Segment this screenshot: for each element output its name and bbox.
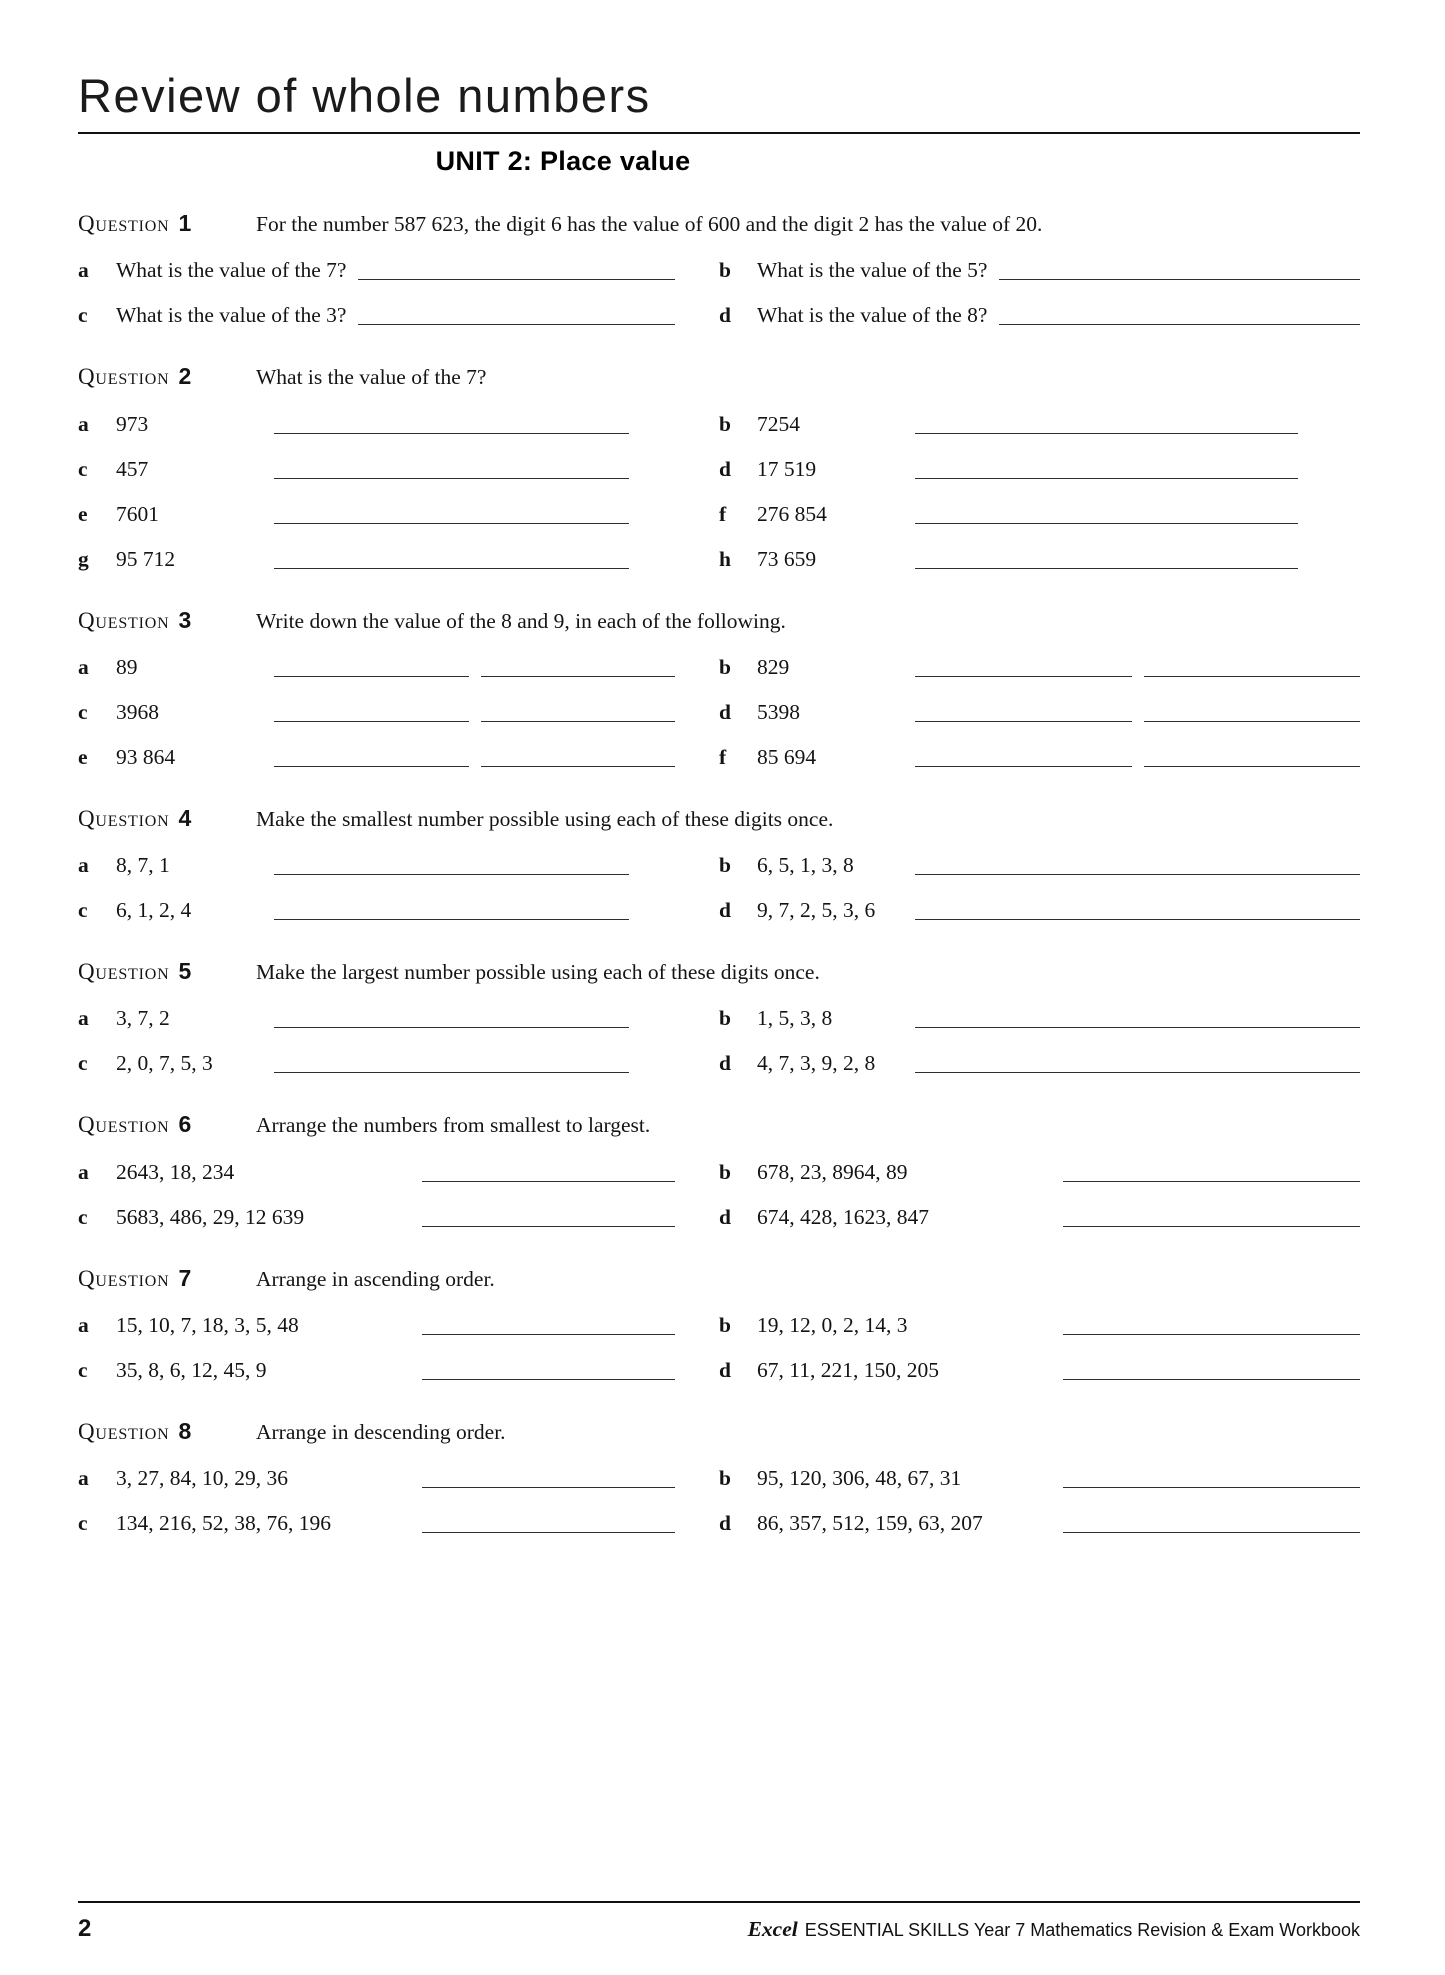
- answer-cell: [719, 1004, 1360, 1033]
- answer-blank: [274, 676, 469, 677]
- answer-blank: [274, 1027, 629, 1028]
- item-value: 5683, 486, 29, 12 639: [116, 1204, 305, 1229]
- question-3: [78, 605, 1360, 772]
- question-items: [78, 851, 1360, 925]
- answer-blank: [1063, 1226, 1360, 1227]
- answer-cell: [719, 256, 1360, 285]
- answer-blank: [1063, 1532, 1360, 1533]
- answer-cell: [78, 1004, 719, 1033]
- question-8: [78, 1416, 1360, 1538]
- item-value: 95 712: [116, 546, 176, 571]
- item-letter: b: [719, 1466, 731, 1491]
- answer-blank: [274, 766, 469, 767]
- question-prompt: Make the largest number possible using each of these digits once.: [256, 960, 820, 985]
- item-row: [78, 1464, 1360, 1493]
- item-value: What is the value of the 8?: [757, 303, 988, 328]
- question-label-wrap: [78, 805, 256, 832]
- item-row: [78, 1203, 1360, 1232]
- item-value: 35, 8, 6, 12, 45, 9: [116, 1358, 267, 1382]
- item-value: 85 694: [757, 744, 817, 769]
- item-value: 276 854: [757, 501, 827, 526]
- item-value: 95, 120, 306, 48, 67, 31: [757, 1466, 962, 1491]
- answer-blank: [274, 1072, 629, 1073]
- item-letter: d: [719, 303, 731, 328]
- question-number: 6: [178, 1111, 192, 1138]
- footer-tagline: ESSENTIAL SKILLS Year 7 Mathematics Revision & Exam Workbook: [804, 1920, 1360, 1940]
- answer-cell: [78, 256, 719, 285]
- question-header: [78, 605, 1360, 637]
- item-row: [78, 896, 1360, 925]
- answer-cell: [78, 455, 719, 484]
- item-value: 2643, 18, 234: [116, 1159, 235, 1184]
- answer-cell: [719, 743, 1360, 772]
- answer-cell: [719, 1049, 1360, 1078]
- item-letter: b: [719, 853, 731, 878]
- answer-blank: [422, 1379, 675, 1380]
- question-header: [78, 361, 1360, 393]
- question-label-wrap: [78, 1111, 256, 1138]
- item-value: 86, 357, 512, 159, 63, 207: [757, 1511, 983, 1536]
- answer-cell: [719, 455, 1360, 484]
- item-value: 973: [116, 411, 149, 436]
- question-header: [78, 803, 1360, 835]
- item-letter: b: [719, 1159, 731, 1184]
- question-label: Question: [78, 607, 170, 633]
- answer-blank: [1063, 1334, 1360, 1335]
- question-label: Question: [78, 1112, 170, 1138]
- answer-blank: [481, 766, 676, 767]
- answer-blank: [999, 279, 1360, 280]
- question-prompt: Arrange in ascending order.: [256, 1266, 495, 1291]
- question-prompt: What is the value of the 7?: [256, 365, 487, 390]
- item-letter: d: [719, 456, 731, 481]
- item-value: What is the value of the 3?: [116, 303, 347, 328]
- item-value: 67, 11, 221, 150, 205: [757, 1358, 939, 1382]
- question-items: [78, 256, 1360, 330]
- item-value: 457: [116, 456, 149, 481]
- answer-cell: [78, 1464, 719, 1493]
- answer-blank: [915, 919, 1360, 920]
- question-2: [78, 361, 1360, 573]
- answer-blank: [422, 1181, 675, 1182]
- footer: [78, 1901, 1360, 1943]
- question-prompt: Arrange the numbers from smallest to largest.: [256, 1113, 651, 1138]
- item-letter: a: [78, 1159, 89, 1184]
- item-value: 1, 5, 3, 8: [757, 1006, 833, 1031]
- answer-blank: [358, 324, 675, 325]
- answer-blank: [915, 568, 1298, 569]
- answer-cell: [719, 1509, 1360, 1538]
- item-letter: b: [719, 1006, 731, 1031]
- question-header: [78, 1263, 1360, 1295]
- answer-blank: [915, 1027, 1360, 1028]
- item-row: [78, 851, 1360, 880]
- question-number: 1: [178, 210, 192, 236]
- item-letter: a: [78, 853, 89, 878]
- question-number: 5: [178, 958, 192, 985]
- answer-cell: [78, 896, 719, 925]
- answer-cell: [78, 410, 719, 439]
- item-row: [78, 653, 1360, 682]
- item-value: What is the value of the 7?: [116, 258, 347, 283]
- item-letter: c: [78, 1358, 88, 1382]
- item-value: 674, 428, 1623, 847: [757, 1204, 929, 1229]
- item-letter: h: [719, 546, 731, 571]
- item-value: 93 864: [116, 744, 176, 769]
- answer-cell: [719, 1356, 1360, 1385]
- footer-brand: Excel: [747, 1917, 798, 1941]
- answer-blank: [274, 523, 629, 524]
- item-letter: f: [719, 744, 727, 769]
- item-value: 3, 7, 2: [116, 1006, 170, 1031]
- question-label: Question: [78, 364, 170, 390]
- answer-blank: [422, 1487, 675, 1488]
- answer-blank: [274, 919, 629, 920]
- item-letter: c: [78, 1204, 88, 1229]
- item-row: [78, 1158, 1360, 1187]
- question-items: [78, 653, 1360, 772]
- item-letter: f: [719, 501, 727, 526]
- answer-blank: [915, 523, 1298, 524]
- item-letter: e: [78, 501, 88, 526]
- answer-cell: [78, 653, 719, 682]
- answer-blank: [915, 433, 1298, 434]
- item-value: 829: [757, 654, 790, 679]
- question-label: Question: [78, 1265, 170, 1291]
- item-letter: g: [78, 546, 89, 571]
- item-value: 8, 7, 1: [116, 853, 170, 878]
- unit-heading: UNIT 2: Place value: [435, 146, 691, 176]
- item-value: 678, 23, 8964, 89: [757, 1159, 908, 1184]
- item-value: 6, 5, 1, 3, 8: [757, 853, 854, 878]
- item-row: [78, 698, 1360, 727]
- item-value: 2, 0, 7, 5, 3: [116, 1051, 213, 1076]
- item-value: 3, 27, 84, 10, 29, 36: [116, 1466, 288, 1491]
- answer-blank: [422, 1532, 675, 1533]
- answer-blank: [915, 676, 1132, 677]
- item-letter: c: [78, 1051, 88, 1076]
- answer-cell: [719, 851, 1360, 880]
- item-letter: b: [719, 411, 731, 436]
- answer-cell: [78, 851, 719, 880]
- question-label-wrap: [78, 363, 256, 390]
- item-letter: a: [78, 258, 89, 283]
- question-6: [78, 1109, 1360, 1231]
- question-header: [78, 208, 1360, 240]
- item-value: 9, 7, 2, 5, 3, 6: [757, 898, 876, 923]
- item-letter: a: [78, 1466, 89, 1491]
- answer-blank: [1144, 766, 1361, 767]
- question-1: [78, 208, 1360, 330]
- answer-blank: [481, 676, 676, 677]
- answer-cell: [78, 301, 719, 330]
- question-items: [78, 1311, 1360, 1385]
- item-row: [78, 301, 1360, 330]
- page-title: Review of whole numbers: [78, 69, 651, 122]
- item-row: [78, 1004, 1360, 1033]
- question-label: Question: [78, 959, 170, 985]
- answer-cell: [719, 301, 1360, 330]
- question-header: [78, 1109, 1360, 1141]
- answer-cell: [78, 1311, 719, 1340]
- question-4: [78, 803, 1360, 925]
- answer-cell: [719, 500, 1360, 529]
- item-value: 15, 10, 7, 18, 3, 5, 48: [116, 1312, 299, 1337]
- item-letter: b: [719, 1312, 731, 1337]
- question-prompt: For the number 587 623, the digit 6 has the value of 600 and the digit 2 has the value of 20.: [256, 212, 1043, 236]
- item-letter: e: [78, 744, 88, 769]
- answer-blank: [422, 1226, 675, 1227]
- answer-cell: [78, 1158, 719, 1187]
- item-letter: d: [719, 1358, 731, 1382]
- item-letter: c: [78, 1511, 88, 1536]
- answer-blank: [1144, 721, 1361, 722]
- item-row: [78, 500, 1360, 529]
- answer-blank: [274, 568, 629, 569]
- page-number: 2: [78, 1915, 92, 1942]
- answer-cell: [78, 1049, 719, 1078]
- answer-cell: [719, 410, 1360, 439]
- item-letter: c: [78, 303, 88, 328]
- answer-blank: [915, 766, 1132, 767]
- answer-blank: [1063, 1487, 1360, 1488]
- item-value: 3968: [116, 699, 159, 724]
- answer-blank: [1063, 1379, 1360, 1380]
- answer-cell: [719, 1464, 1360, 1493]
- item-letter: d: [719, 1051, 731, 1076]
- item-row: [78, 1049, 1360, 1078]
- question-label: Question: [78, 805, 170, 831]
- item-letter: a: [78, 411, 89, 436]
- question-5: [78, 956, 1360, 1078]
- answer-cell: [719, 1311, 1360, 1340]
- footer-text: [748, 1917, 1360, 1942]
- answer-blank: [274, 433, 629, 434]
- item-row: [78, 1311, 1360, 1340]
- question-prompt: Write down the value of the 8 and 9, in each of the following.: [256, 608, 786, 633]
- item-value: 134, 216, 52, 38, 76, 196: [116, 1511, 331, 1536]
- answer-cell: [78, 698, 719, 727]
- item-row: [78, 1356, 1360, 1385]
- item-value: 19, 12, 0, 2, 14, 3: [757, 1312, 908, 1337]
- answer-blank: [481, 721, 676, 722]
- item-value: 7254: [757, 411, 800, 436]
- item-value: 4, 7, 3, 9, 2, 8: [757, 1051, 876, 1076]
- answer-blank: [915, 1072, 1360, 1073]
- question-items: [78, 1004, 1360, 1078]
- question-label-wrap: [78, 1265, 256, 1292]
- item-letter: c: [78, 699, 88, 724]
- question-items: [78, 1464, 1360, 1538]
- item-row: [78, 455, 1360, 484]
- question-prompt: Arrange in descending order.: [256, 1420, 506, 1445]
- question-number: 4: [178, 804, 192, 831]
- item-value: What is the value of the 5?: [757, 258, 988, 283]
- answer-blank: [999, 324, 1360, 325]
- answer-cell: [719, 896, 1360, 925]
- question-number: 7: [178, 1264, 192, 1291]
- answer-cell: [78, 500, 719, 529]
- item-letter: b: [719, 258, 731, 283]
- answer-blank: [915, 874, 1360, 875]
- question-label-wrap: [78, 1418, 256, 1445]
- answer-blank: [915, 478, 1298, 479]
- question-number: 3: [178, 606, 192, 633]
- answer-cell: [719, 653, 1360, 682]
- question-items: [78, 1158, 1360, 1232]
- item-row: [78, 1509, 1360, 1538]
- question-label-wrap: [78, 958, 256, 985]
- item-letter: d: [719, 1204, 731, 1229]
- answer-cell: [78, 1509, 719, 1538]
- answer-blank: [1063, 1181, 1360, 1182]
- question-7: [78, 1263, 1360, 1385]
- question-label: Question: [78, 1419, 170, 1445]
- question-prompt: Make the smallest number possible using each of these digits once.: [256, 806, 834, 831]
- answer-cell: [719, 1158, 1360, 1187]
- question-number: 8: [178, 1418, 192, 1445]
- answer-cell: [719, 1203, 1360, 1232]
- question-label: Question: [78, 211, 170, 236]
- item-value: 17 519: [757, 456, 817, 481]
- item-value: 6, 1, 2, 4: [116, 898, 192, 923]
- answer-blank: [274, 721, 469, 722]
- item-row: [78, 545, 1360, 574]
- item-letter: c: [78, 456, 88, 481]
- questions: [78, 208, 1360, 1538]
- answer-blank: [274, 478, 629, 479]
- item-row: [78, 256, 1360, 285]
- item-value: 5398: [757, 699, 800, 724]
- answer-cell: [78, 1356, 719, 1385]
- item-letter: a: [78, 654, 89, 679]
- item-value: 89: [116, 654, 138, 679]
- item-letter: a: [78, 1006, 89, 1031]
- answer-blank: [358, 279, 675, 280]
- answer-blank: [1144, 676, 1361, 677]
- answer-cell: [78, 1203, 719, 1232]
- answer-cell: [78, 743, 719, 772]
- item-letter: b: [719, 654, 731, 679]
- answer-cell: [719, 545, 1360, 574]
- answer-blank: [422, 1334, 675, 1335]
- item-value: 7601: [116, 501, 159, 526]
- question-number: 2: [178, 363, 192, 390]
- answer-blank: [274, 874, 629, 875]
- item-letter: c: [78, 898, 88, 923]
- question-items: [78, 410, 1360, 574]
- item-letter: d: [719, 699, 731, 724]
- item-letter: d: [719, 898, 731, 923]
- title-rule: [78, 132, 1360, 134]
- item-row: [78, 410, 1360, 439]
- item-letter: d: [719, 1511, 731, 1536]
- item-row: [78, 743, 1360, 772]
- question-label-wrap: [78, 607, 256, 634]
- item-letter: a: [78, 1312, 89, 1337]
- question-header: [78, 956, 1360, 988]
- question-label-wrap: [78, 210, 256, 237]
- answer-cell: [719, 698, 1360, 727]
- item-value: 73 659: [757, 546, 817, 571]
- answer-blank: [915, 721, 1132, 722]
- answer-cell: [78, 545, 719, 574]
- question-header: [78, 1416, 1360, 1448]
